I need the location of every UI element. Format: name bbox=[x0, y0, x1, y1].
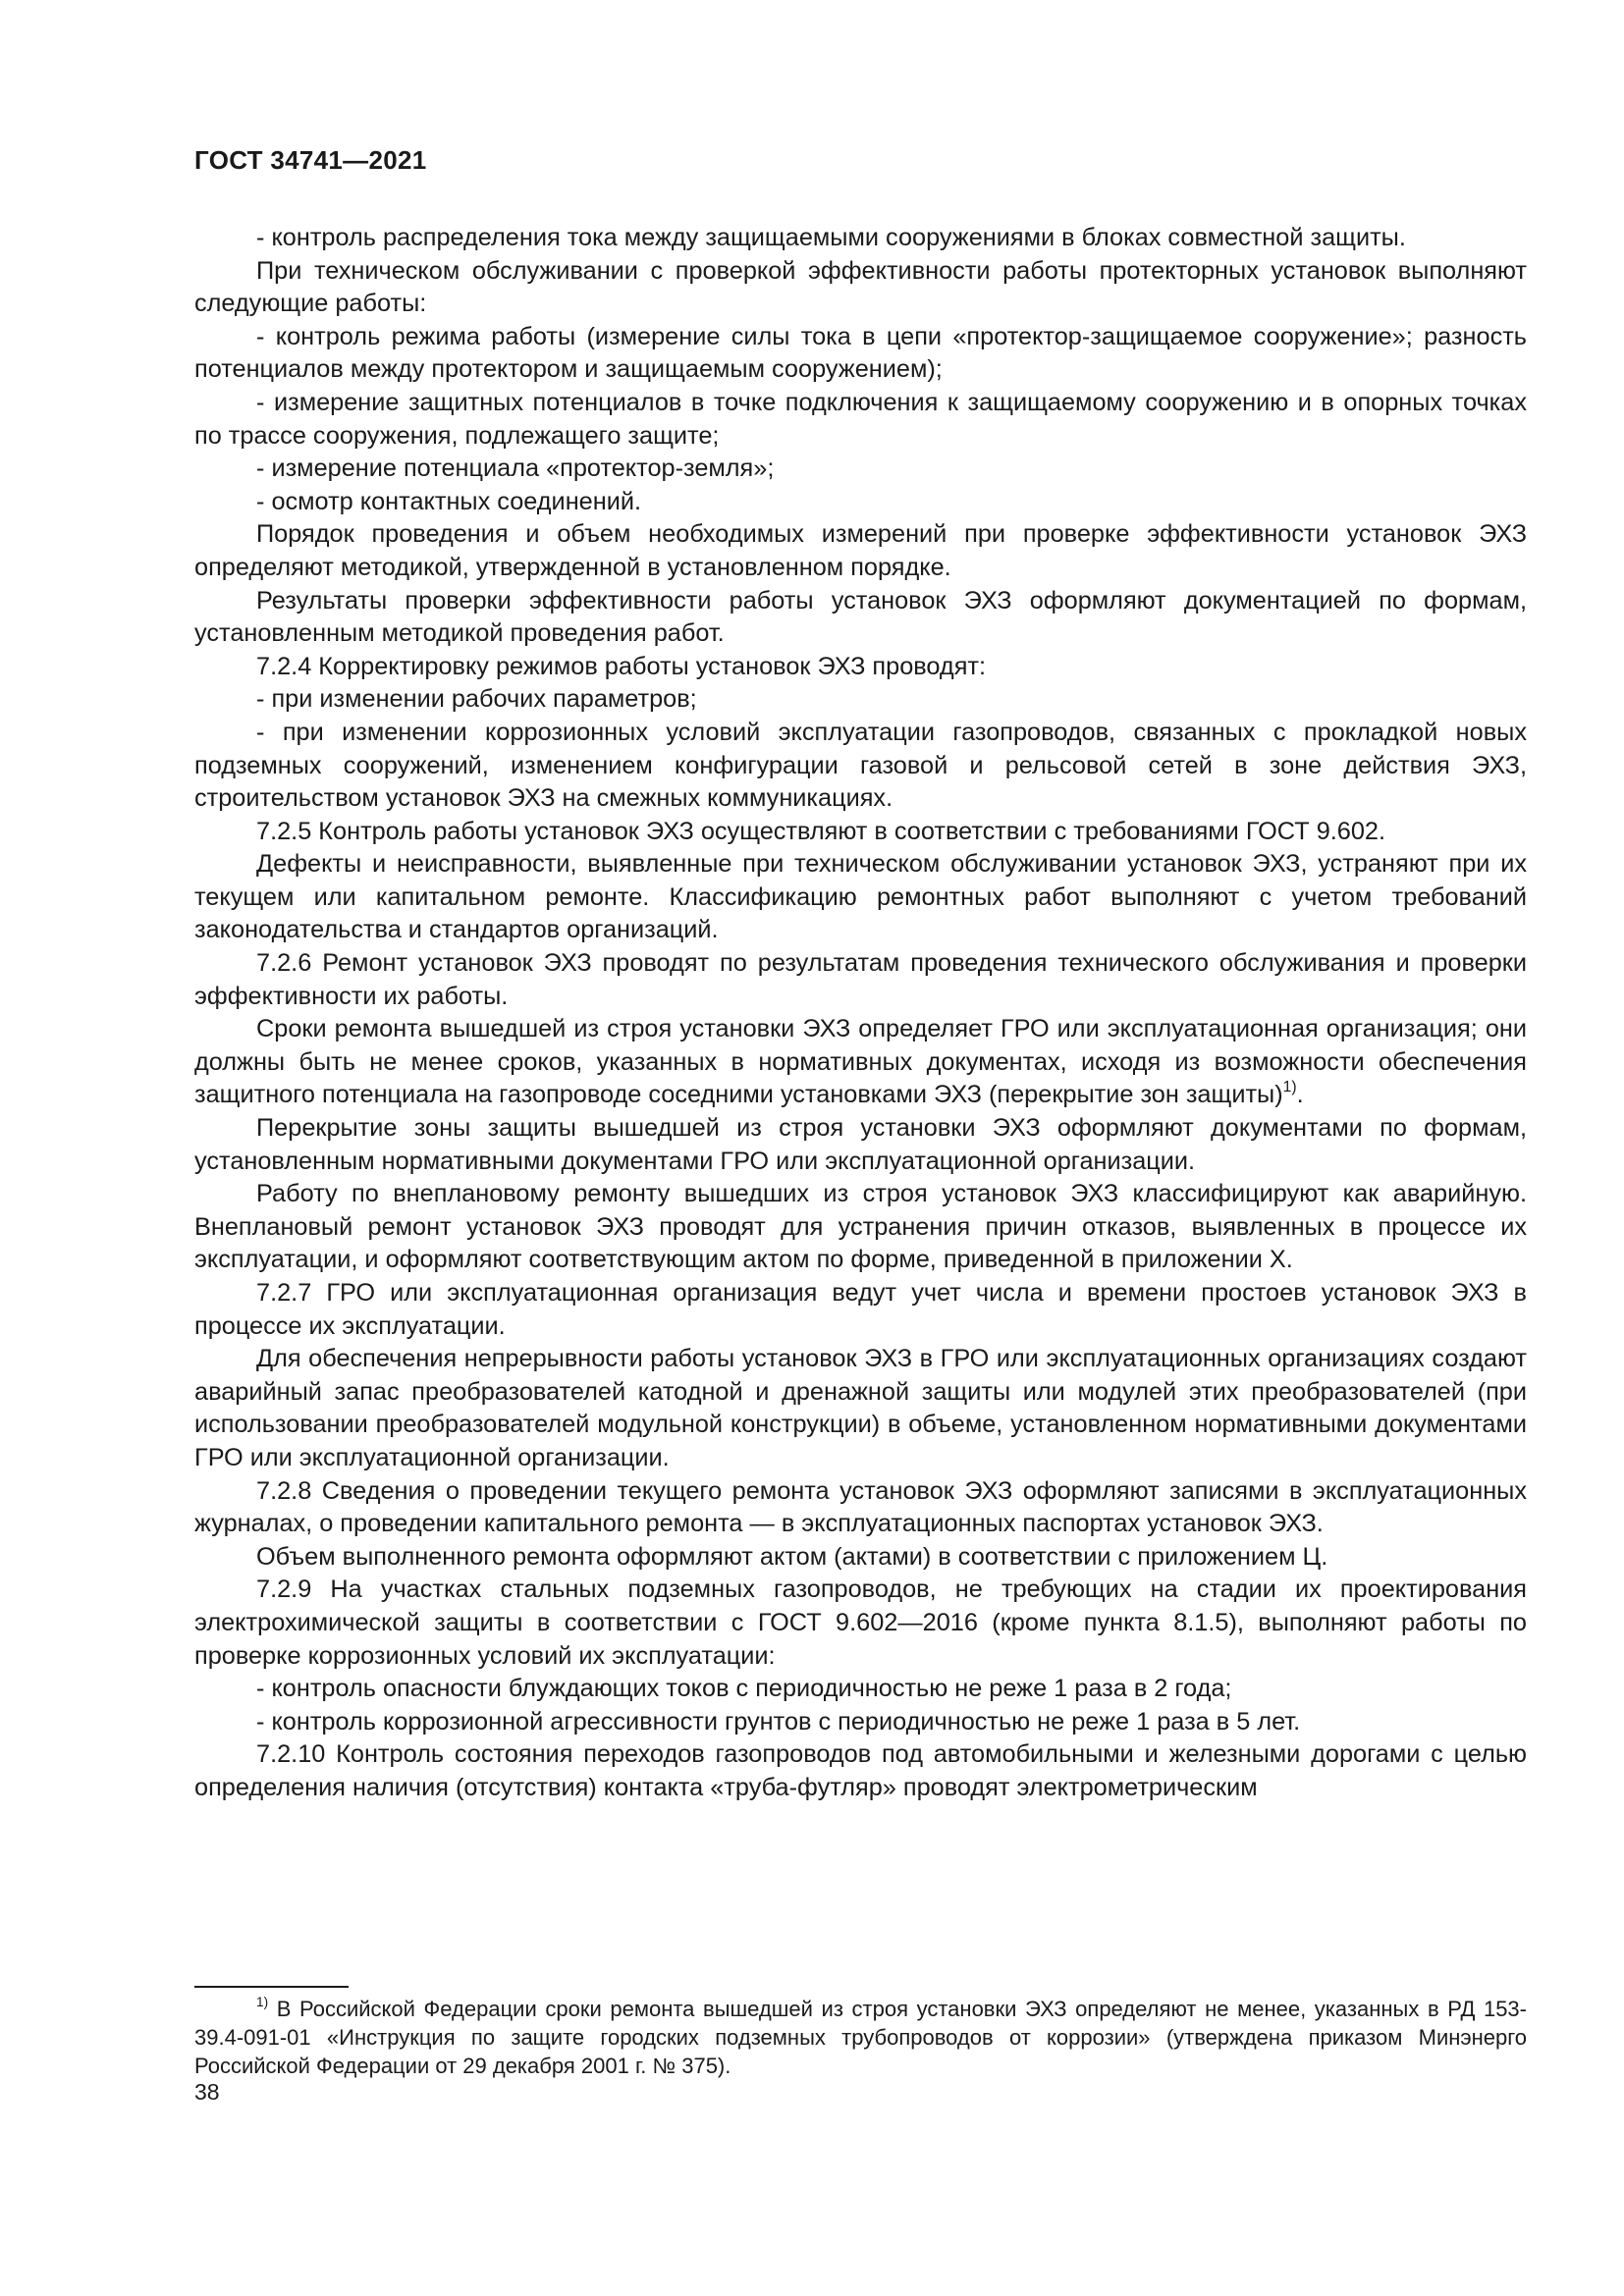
document-header-title: ГОСТ 34741—2021 bbox=[194, 145, 427, 175]
paragraph: - измерение потенциала «протектор-земля»; bbox=[256, 454, 775, 483]
footnote-marker: 1) bbox=[256, 1994, 269, 2009]
paragraph: - контроль опасности блуждающих токов с периодичностью не реже 1 раза в 2 года; bbox=[256, 1675, 1232, 1703]
document-body bbox=[194, 222, 1527, 1805]
paragraph: 7.2.7 ГРО или эксплуатационная организация ведут учет числа и времени простоев установок ЭХЗ в процессе их эксплуатации. bbox=[194, 1279, 1527, 1340]
paragraph: Перекрытие зоны защиты вышедшей из строя установки ЭХЗ оформляют документами по формам, установленным нормативными документами ГРО или эксплуатационной организации. bbox=[194, 1114, 1527, 1175]
footnote-text: В Российской Федерации сроки ремонта вышедшей из строя установки ЭХЗ определяют не менее, указанных в РД 153-39.4-091-01 «Инструкция по защите городских подземных трубопроводов от коррозии» (утверждена приказом Минэнерго Российской Федерации от 29 декабря 2001 г. № 375). bbox=[194, 1997, 1527, 2078]
paragraph: Объем выполненного ремонта оформляют актом (актами) в соответствии с приложением Ц. bbox=[256, 1542, 1328, 1571]
paragraph: 7.2.4 Корректировку режимов работы установок ЭХЗ проводят: bbox=[256, 652, 987, 680]
paragraph: Для обеспечения непрерывности работы установок ЭХЗ в ГРО или эксплуатационных организациях создают аварийный запас преобразователей катодной и дренажной защиты или модулей этих преобразователей (при использовании преобразователей модульной конструкции) в объеме, установленном нормативными документами ГРО или эксплуатационной организации. bbox=[194, 1345, 1527, 1471]
paragraph: - измерение защитных потенциалов в точке подключения к защищаемому сооружению и в опорных точках по трассе сооружения, подлежащего защите; bbox=[194, 388, 1527, 450]
paragraph-text: Сроки ремонта вышедшей из строя установки ЭХЗ определяет ГРО или эксплуатационная организация; они должны быть не менее сроков, указанных в нормативных документах, исходя из возможности обеспечения защитного потенциала на газопроводе соседними установками ЭХЗ (перекрытие зон защиты) bbox=[194, 1015, 1527, 1109]
paragraph: 7.2.5 Контроль работы установок ЭХЗ осуществляют в соответствии с требованиями ГОСТ 9.602. bbox=[256, 817, 1386, 845]
page-number: 38 bbox=[194, 2079, 220, 2105]
paragraph: Дефекты и неисправности, выявленные при техническом обслуживании установок ЭХЗ, устраняют при их текущем или капитальном ремонте. Классификацию ремонтных работ выполняют с учетом требований законодательства и стандартов организаций. bbox=[194, 850, 1527, 944]
paragraph: 7.2.10 Контроль состояния переходов газопроводов под автомобильными и железными дорогами с целью определения наличия (отсутствия) контакта «труба-футляр» проводят электрометрическим bbox=[194, 1740, 1527, 1801]
paragraph: - при изменении рабочих параметров; bbox=[256, 685, 697, 714]
paragraph: 7.2.8 Сведения о проведении текущего ремонта установок ЭХЗ оформляют записями в эксплуатационных журналах, о проведении капитального ремонта — в эксплуатационных паспортах установок ЭХЗ. bbox=[194, 1476, 1527, 1538]
footnote-reference[interactable]: 1) bbox=[1282, 1078, 1297, 1095]
paragraph-tail: . bbox=[1296, 1081, 1304, 1109]
paragraph: Результаты проверки эффективности работы установок ЭХЗ оформляют документацией по формам, установленным методикой проведения работ. bbox=[194, 586, 1527, 648]
paragraph: - контроль режима работы (измерение силы тока в цепи «протектор-защищаемое сооружение»; разность потенциалов между протектором и защищаемым сооружением); bbox=[194, 322, 1527, 384]
footnote bbox=[194, 1995, 1527, 2080]
paragraph: 7.2.6 Ремонт установок ЭХЗ проводят по результатам проведения технического обслуживания и проверки эффективности их работы. bbox=[194, 949, 1527, 1010]
footnote-divider bbox=[194, 1986, 349, 1988]
paragraph: При техническом обслуживании с проверкой эффективности работы протекторных установок выполняют следующие работы: bbox=[194, 256, 1527, 318]
paragraph: - контроль коррозионной агрессивности грунтов с периодичностью не реже 1 раза в 5 лет. bbox=[256, 1707, 1301, 1735]
paragraph: Работу по внеплановому ремонту вышедших из строя установок ЭХЗ классифицируют как аварийную. Внеплановый ремонт установок ЭХЗ проводят для устранения причин отказов, выявленных в процессе их эксплуатации, и оформляют соответствующим актом по форме, приведенной в приложении Х. bbox=[194, 1180, 1527, 1274]
paragraph: 7.2.9 На участках стальных подземных газопроводов, не требующих на стадии их проектирования электрохимической защиты в соответствии с ГОСТ 9.602—2016 (кроме пункта 8.1.5), выполняют работы по проверке коррозионных условий их эксплуатации: bbox=[194, 1575, 1527, 1670]
footnote-paragraph bbox=[194, 1995, 1527, 2080]
paragraph: Порядок проведения и объем необходимых измерений при проверке эффективности установок ЭХЗ определяют методикой, утвержденной в установленном порядке. bbox=[194, 520, 1527, 581]
paragraph: - при изменении коррозионных условий эксплуатации газопроводов, связанных с прокладкой новых подземных сооружений, изменением конфигурации газовой и рельсовой сетей в зоне действия ЭХЗ, строительством установок ЭХЗ на смежных коммуникациях. bbox=[194, 718, 1527, 813]
paragraph: - контроль распределения тока между защищаемыми сооружениями в блоках совместной защиты. bbox=[256, 224, 1406, 251]
paragraph: - осмотр контактных соединений. bbox=[256, 487, 641, 515]
paragraph-with-footnote-ref bbox=[194, 1013, 1527, 1112]
